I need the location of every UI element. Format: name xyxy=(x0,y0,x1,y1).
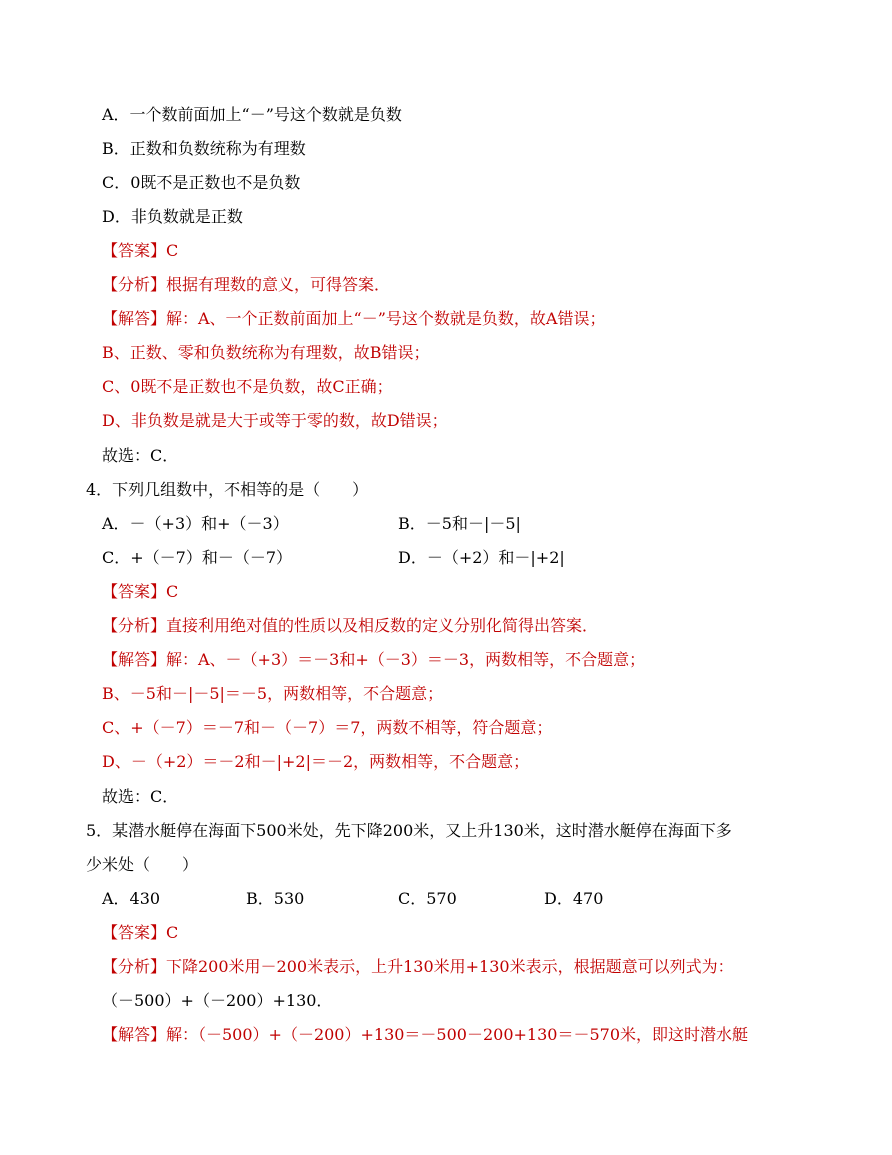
q3-option-c: C．0既不是正数也不是负数 xyxy=(102,173,301,192)
q3-solution-line: 【解答】解：A、一个正数前面加上“－”号这个数就是负数，故A错误； xyxy=(102,309,606,328)
q5-analysis-line2: （－500）+（－200）+130． xyxy=(102,991,333,1010)
q3-solution-line: B、正数、零和负数统称为有理数，故B错误； xyxy=(102,343,430,362)
q5-question-line1: 5．某潜水艇停在海面下500米处，先下降200米，又上升130米，这时潜水艇停在海面下多 xyxy=(86,821,732,840)
q5-option-c: C．570 xyxy=(398,889,457,908)
q5-option-a: A．430 xyxy=(102,889,161,908)
q4-analysis: 【分析】直接利用绝对值的性质以及相反数的定义分别化简得出答案． xyxy=(102,616,599,635)
q3-solution-line: C、0既不是正数也不是负数，故C正确； xyxy=(102,377,393,396)
q5-answer: 【答案】C xyxy=(102,923,179,942)
q4-solution-line: C、+（－7）＝－7和－（－7）＝7，两数不相等，符合题意； xyxy=(102,718,553,737)
q4-option-b: B．－5和－|－5| xyxy=(398,514,521,533)
q4-option-a: A．－（+3）和+（－3） xyxy=(102,514,289,533)
q5-analysis-line1: 【分析】下降200米用－200米表示，上升130米用+130米表示，根据题意可以列式为： xyxy=(102,957,734,976)
q3-conclusion: 故选：C． xyxy=(102,446,179,465)
q4-solution-line: B、－5和－|－5|＝－5，两数相等，不合题意； xyxy=(102,684,444,703)
q5-solution-line1: 【解答】解：（－500）+（－200）+130＝－500－200+130＝－570米，即这时潜水艇 xyxy=(102,1025,748,1044)
q4-answer: 【答案】C xyxy=(102,582,179,601)
q5-option-d: D．470 xyxy=(544,889,604,908)
q5-question-line2: 少米处（ ） xyxy=(86,855,199,874)
q4-conclusion: 故选：C． xyxy=(102,787,179,806)
q5-option-b: B．530 xyxy=(246,889,305,908)
q4-question: 4．下列几组数中，不相等的是（ ） xyxy=(86,480,369,499)
q3-option-a: A．一个数前面加上“－”号这个数就是负数 xyxy=(102,105,402,124)
q3-option-d: D．非负数就是正数 xyxy=(102,207,243,226)
q4-option-c: C．+（－7）和－（－7） xyxy=(102,548,293,567)
q3-answer: 【答案】C xyxy=(102,241,179,260)
q3-analysis: 【分析】根据有理数的意义，可得答案． xyxy=(102,275,391,294)
q3-solution-line: D、非负数是就是大于或等于零的数，故D错误； xyxy=(102,411,448,430)
q4-solution-line: 【解答】解：A、－（+3）＝－3和+（－3）＝－3，两数相等，不合题意； xyxy=(102,650,646,669)
q4-option-d: D．－（+2）和－|+2| xyxy=(398,548,565,567)
q3-option-b: B．正数和负数统称为有理数 xyxy=(102,139,306,158)
q4-solution-line: D、－（+2）＝－2和－|+2|＝－2，两数相等，不合题意； xyxy=(102,752,530,771)
